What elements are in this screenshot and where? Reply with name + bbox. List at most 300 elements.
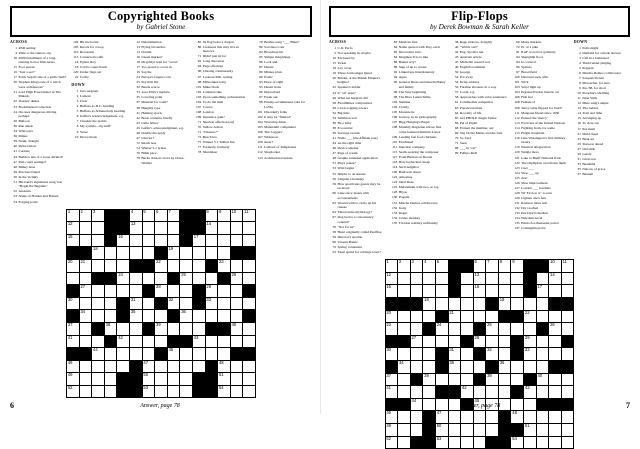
grid-cell[interactable] (385, 272, 398, 285)
grid-cell[interactable] (192, 322, 205, 335)
grid-cell[interactable] (524, 436, 537, 449)
grid-cell[interactable] (385, 423, 398, 436)
grid-cell[interactable] (218, 360, 231, 373)
grid-cell[interactable] (192, 247, 205, 260)
grid-cell[interactable] (549, 348, 562, 361)
grid-cell[interactable] (79, 234, 92, 247)
grid-cell[interactable] (524, 386, 537, 399)
grid-cell[interactable] (79, 297, 92, 310)
grid-cell[interactable] (536, 297, 549, 310)
grid-cell[interactable] (117, 322, 130, 335)
grid-cell[interactable] (398, 285, 411, 298)
grid-cell[interactable] (155, 335, 168, 348)
grid-cell[interactable] (398, 436, 411, 449)
grid-cell[interactable] (448, 436, 461, 449)
grid-cell[interactable] (155, 272, 168, 285)
grid-cell[interactable] (79, 322, 92, 335)
grid-cell[interactable] (486, 411, 499, 424)
grid-cell[interactable] (205, 247, 218, 260)
grid-cell[interactable] (180, 297, 193, 310)
grid-cell[interactable] (104, 259, 117, 272)
grid-cell[interactable] (398, 386, 411, 399)
left-crossword-grid[interactable] (66, 209, 256, 399)
grid-cell[interactable] (192, 348, 205, 361)
grid-cell[interactable] (67, 322, 80, 335)
grid-cell[interactable] (511, 373, 524, 386)
grid-cell[interactable] (473, 272, 486, 285)
grid-cell[interactable] (205, 335, 218, 348)
grid-cell[interactable] (142, 222, 155, 235)
grid-cell[interactable] (79, 209, 92, 222)
grid-cell[interactable] (536, 310, 549, 323)
grid-cell[interactable] (473, 360, 486, 373)
grid-cell[interactable] (218, 234, 231, 247)
grid-cell[interactable] (230, 322, 243, 335)
grid-cell[interactable] (67, 222, 80, 235)
grid-cell[interactable] (205, 285, 218, 298)
grid-cell[interactable] (461, 323, 474, 336)
grid-cell[interactable] (104, 322, 117, 335)
grid-cell[interactable] (486, 260, 499, 273)
grid-cell[interactable] (67, 335, 80, 348)
grid-cell[interactable] (180, 360, 193, 373)
grid-cell[interactable] (435, 323, 448, 336)
grid-cell[interactable] (524, 411, 537, 424)
grid-cell[interactable] (104, 247, 117, 260)
grid-cell[interactable] (79, 272, 92, 285)
grid-cell[interactable] (398, 348, 411, 361)
grid-cell[interactable] (218, 285, 231, 298)
grid-cell[interactable] (155, 285, 168, 298)
grid-cell[interactable] (142, 348, 155, 361)
grid-cell[interactable] (511, 323, 524, 336)
grid-cell[interactable] (461, 411, 474, 424)
grid-cell[interactable] (155, 209, 168, 222)
grid-cell[interactable] (423, 272, 436, 285)
grid-cell[interactable] (549, 373, 562, 386)
grid-cell[interactable] (92, 373, 105, 386)
grid-cell[interactable] (117, 285, 130, 298)
grid-cell[interactable] (205, 234, 218, 247)
grid-cell[interactable] (524, 335, 537, 348)
grid-cell[interactable] (410, 310, 423, 323)
grid-cell[interactable] (461, 360, 474, 373)
grid-cell[interactable] (435, 423, 448, 436)
grid-cell[interactable] (117, 259, 130, 272)
grid-cell[interactable] (423, 373, 436, 386)
grid-cell[interactable] (230, 222, 243, 235)
grid-cell[interactable] (536, 423, 549, 436)
grid-cell[interactable] (448, 310, 461, 323)
grid-cell[interactable] (498, 260, 511, 273)
grid-cell[interactable] (130, 335, 143, 348)
grid-cell[interactable] (243, 322, 256, 335)
grid-cell[interactable] (536, 335, 549, 348)
grid-cell[interactable] (117, 335, 130, 348)
grid-cell[interactable] (511, 285, 524, 298)
grid-cell[interactable] (243, 222, 256, 235)
grid-cell[interactable] (498, 285, 511, 298)
grid-cell[interactable] (486, 386, 499, 399)
grid-cell[interactable] (473, 285, 486, 298)
grid-cell[interactable] (423, 310, 436, 323)
grid-cell[interactable] (92, 335, 105, 348)
grid-cell[interactable] (243, 360, 256, 373)
grid-cell[interactable] (511, 297, 524, 310)
grid-cell[interactable] (192, 310, 205, 323)
grid-cell[interactable] (142, 234, 155, 247)
grid-cell[interactable] (205, 222, 218, 235)
grid-cell[interactable] (192, 259, 205, 272)
grid-cell[interactable] (511, 436, 524, 449)
grid-cell[interactable] (435, 260, 448, 273)
grid-cell[interactable] (67, 373, 80, 386)
grid-cell[interactable] (92, 297, 105, 310)
grid-cell[interactable] (410, 348, 423, 361)
grid-cell[interactable] (385, 310, 398, 323)
grid-cell[interactable] (79, 310, 92, 323)
grid-cell[interactable] (218, 209, 231, 222)
grid-cell[interactable] (561, 423, 574, 436)
grid-cell[interactable] (192, 335, 205, 348)
grid-cell[interactable] (142, 209, 155, 222)
grid-cell[interactable] (549, 386, 562, 399)
grid-cell[interactable] (205, 348, 218, 361)
grid-cell[interactable] (461, 423, 474, 436)
grid-cell[interactable] (398, 411, 411, 424)
grid-cell[interactable] (155, 310, 168, 323)
grid-cell[interactable] (205, 297, 218, 310)
grid-cell[interactable] (130, 310, 143, 323)
grid-cell[interactable] (218, 222, 231, 235)
grid-cell[interactable] (385, 285, 398, 298)
grid-cell[interactable] (92, 247, 105, 260)
grid-cell[interactable] (561, 386, 574, 399)
grid-cell[interactable] (486, 310, 499, 323)
grid-cell[interactable] (498, 323, 511, 336)
grid-cell[interactable] (473, 310, 486, 323)
grid-cell[interactable] (524, 348, 537, 361)
grid-cell[interactable] (130, 322, 143, 335)
grid-cell[interactable] (410, 272, 423, 285)
grid-cell[interactable] (218, 385, 231, 398)
grid-cell[interactable] (473, 335, 486, 348)
grid-cell[interactable] (536, 272, 549, 285)
grid-cell[interactable] (167, 360, 180, 373)
grid-cell[interactable] (218, 247, 231, 260)
grid-cell[interactable] (561, 310, 574, 323)
grid-cell[interactable] (511, 360, 524, 373)
grid-cell[interactable] (142, 385, 155, 398)
grid-cell[interactable] (230, 234, 243, 247)
grid-cell[interactable] (473, 386, 486, 399)
grid-cell[interactable] (435, 373, 448, 386)
grid-cell[interactable] (167, 259, 180, 272)
grid-cell[interactable] (230, 373, 243, 386)
grid-cell[interactable] (561, 285, 574, 298)
grid-cell[interactable] (423, 297, 436, 310)
grid-cell[interactable] (385, 348, 398, 361)
grid-cell[interactable] (549, 423, 562, 436)
grid-cell[interactable] (155, 385, 168, 398)
grid-cell[interactable] (67, 259, 80, 272)
grid-cell[interactable] (67, 297, 80, 310)
grid-cell[interactable] (536, 386, 549, 399)
grid-cell[interactable] (435, 411, 448, 424)
grid-cell[interactable] (92, 285, 105, 298)
grid-cell[interactable] (448, 411, 461, 424)
grid-cell[interactable] (142, 247, 155, 260)
grid-cell[interactable] (448, 373, 461, 386)
grid-cell[interactable] (104, 285, 117, 298)
grid-cell[interactable] (423, 386, 436, 399)
grid-cell[interactable] (461, 272, 474, 285)
grid-cell[interactable] (498, 373, 511, 386)
grid-cell[interactable] (410, 335, 423, 348)
grid-cell[interactable] (167, 348, 180, 361)
grid-cell[interactable] (435, 272, 448, 285)
grid-cell[interactable] (486, 423, 499, 436)
grid-cell[interactable] (230, 285, 243, 298)
grid-cell[interactable] (385, 323, 398, 336)
grid-cell[interactable] (92, 360, 105, 373)
grid-cell[interactable] (561, 373, 574, 386)
grid-cell[interactable] (486, 272, 499, 285)
grid-cell[interactable] (448, 360, 461, 373)
grid-cell[interactable] (473, 436, 486, 449)
grid-cell[interactable] (423, 335, 436, 348)
grid-cell[interactable] (67, 360, 80, 373)
grid-cell[interactable] (498, 272, 511, 285)
grid-cell[interactable] (180, 285, 193, 298)
grid-cell[interactable] (486, 285, 499, 298)
grid-cell[interactable] (192, 272, 205, 285)
grid-cell[interactable] (561, 348, 574, 361)
grid-cell[interactable] (155, 322, 168, 335)
grid-cell[interactable] (218, 373, 231, 386)
grid-cell[interactable] (205, 272, 218, 285)
grid-cell[interactable] (180, 310, 193, 323)
grid-cell[interactable] (410, 386, 423, 399)
grid-cell[interactable] (473, 260, 486, 273)
grid-cell[interactable] (104, 348, 117, 361)
grid-cell[interactable] (92, 234, 105, 247)
grid-cell[interactable] (130, 285, 143, 298)
grid-cell[interactable] (155, 222, 168, 235)
grid-cell[interactable] (104, 297, 117, 310)
grid-cell[interactable] (461, 373, 474, 386)
grid-cell[interactable] (104, 310, 117, 323)
grid-cell[interactable] (130, 234, 143, 247)
grid-cell[interactable] (524, 423, 537, 436)
grid-cell[interactable] (155, 259, 168, 272)
grid-cell[interactable] (243, 385, 256, 398)
grid-cell[interactable] (473, 423, 486, 436)
grid-cell[interactable] (536, 373, 549, 386)
grid-cell[interactable] (536, 411, 549, 424)
grid-cell[interactable] (398, 323, 411, 336)
grid-cell[interactable] (92, 209, 105, 222)
grid-cell[interactable] (410, 260, 423, 273)
grid-cell[interactable] (180, 259, 193, 272)
grid-cell[interactable] (117, 234, 130, 247)
grid-cell[interactable] (398, 272, 411, 285)
grid-cell[interactable] (117, 360, 130, 373)
grid-cell[interactable] (473, 297, 486, 310)
grid-cell[interactable] (92, 222, 105, 235)
grid-cell[interactable] (461, 297, 474, 310)
grid-cell[interactable] (448, 423, 461, 436)
grid-cell[interactable] (498, 335, 511, 348)
grid-cell[interactable] (410, 423, 423, 436)
grid-cell[interactable] (511, 411, 524, 424)
grid-cell[interactable] (79, 385, 92, 398)
grid-cell[interactable] (423, 285, 436, 298)
grid-cell[interactable] (410, 411, 423, 424)
grid-cell[interactable] (498, 360, 511, 373)
grid-cell[interactable] (243, 272, 256, 285)
grid-cell[interactable] (524, 310, 537, 323)
grid-cell[interactable] (167, 285, 180, 298)
grid-cell[interactable] (243, 297, 256, 310)
grid-cell[interactable] (104, 385, 117, 398)
grid-cell[interactable] (230, 360, 243, 373)
grid-cell[interactable] (536, 436, 549, 449)
grid-cell[interactable] (205, 310, 218, 323)
grid-cell[interactable] (180, 272, 193, 285)
grid-cell[interactable] (142, 297, 155, 310)
grid-cell[interactable] (561, 411, 574, 424)
grid-cell[interactable] (448, 323, 461, 336)
grid-cell[interactable] (243, 259, 256, 272)
grid-cell[interactable] (385, 260, 398, 273)
grid-cell[interactable] (486, 348, 499, 361)
grid-cell[interactable] (167, 234, 180, 247)
grid-cell[interactable] (398, 423, 411, 436)
grid-cell[interactable] (524, 323, 537, 336)
grid-cell[interactable] (142, 272, 155, 285)
grid-cell[interactable] (79, 259, 92, 272)
grid-cell[interactable] (230, 272, 243, 285)
grid-cell[interactable] (561, 323, 574, 336)
grid-cell[interactable] (167, 297, 180, 310)
grid-cell[interactable] (435, 436, 448, 449)
grid-cell[interactable] (435, 285, 448, 298)
grid-cell[interactable] (104, 373, 117, 386)
grid-cell[interactable] (549, 335, 562, 348)
grid-cell[interactable] (511, 260, 524, 273)
grid-cell[interactable] (498, 297, 511, 310)
grid-cell[interactable] (218, 259, 231, 272)
grid-cell[interactable] (461, 310, 474, 323)
grid-cell[interactable] (180, 247, 193, 260)
grid-cell[interactable] (130, 247, 143, 260)
grid-cell[interactable] (79, 373, 92, 386)
grid-cell[interactable] (192, 234, 205, 247)
grid-cell[interactable] (92, 385, 105, 398)
grid-cell[interactable] (205, 209, 218, 222)
grid-cell[interactable] (130, 208, 146, 222)
grid-cell[interactable] (385, 411, 398, 424)
grid-cell[interactable] (511, 272, 524, 285)
grid-cell[interactable] (448, 335, 461, 348)
grid-cell[interactable] (536, 360, 549, 373)
grid-cell[interactable] (79, 222, 92, 235)
grid-cell[interactable] (549, 436, 562, 449)
grid-cell[interactable] (92, 348, 105, 361)
grid-cell[interactable] (385, 386, 398, 399)
grid-cell[interactable] (398, 260, 411, 273)
grid-cell[interactable] (180, 348, 193, 361)
grid-cell[interactable] (67, 272, 80, 285)
grid-cell[interactable] (243, 335, 256, 348)
grid-cell[interactable] (549, 272, 562, 285)
grid-cell[interactable] (167, 322, 180, 335)
grid-cell[interactable] (79, 335, 92, 348)
grid-cell[interactable] (130, 297, 143, 310)
grid-cell[interactable] (79, 285, 92, 298)
grid-cell[interactable] (92, 259, 105, 272)
grid-cell[interactable] (218, 297, 231, 310)
grid-cell[interactable] (167, 209, 180, 222)
grid-cell[interactable] (92, 310, 105, 323)
grid-cell[interactable] (230, 310, 243, 323)
grid-cell[interactable] (561, 272, 574, 285)
grid-cell[interactable] (117, 247, 130, 260)
grid-cell[interactable] (410, 323, 423, 336)
grid-cell[interactable] (410, 360, 423, 373)
grid-cell[interactable] (435, 297, 448, 310)
grid-cell[interactable] (67, 234, 80, 247)
grid-cell[interactable] (167, 222, 180, 235)
grid-cell[interactable] (218, 310, 231, 323)
grid-cell[interactable] (549, 285, 562, 298)
grid-cell[interactable] (180, 322, 193, 335)
grid-cell[interactable] (230, 259, 243, 272)
grid-cell[interactable] (104, 360, 117, 373)
grid-cell[interactable] (167, 385, 180, 398)
grid-cell[interactable] (398, 373, 411, 386)
grid-cell[interactable] (385, 373, 398, 386)
grid-cell[interactable] (218, 348, 231, 361)
grid-cell[interactable] (561, 260, 574, 273)
grid-cell[interactable] (230, 335, 243, 348)
grid-cell[interactable] (423, 348, 436, 361)
grid-cell[interactable] (155, 373, 168, 386)
grid-cell[interactable] (398, 360, 411, 373)
grid-cell[interactable] (243, 373, 256, 386)
grid-cell[interactable] (461, 348, 474, 361)
grid-cell[interactable] (155, 360, 168, 373)
grid-cell[interactable] (167, 373, 180, 386)
grid-cell[interactable] (435, 335, 448, 348)
grid-cell[interactable] (385, 436, 398, 449)
grid-cell[interactable] (180, 385, 193, 398)
grid-cell[interactable] (486, 323, 499, 336)
grid-cell[interactable] (549, 323, 562, 336)
grid-cell[interactable] (142, 335, 155, 348)
grid-cell[interactable] (461, 436, 474, 449)
grid-cell[interactable] (423, 360, 436, 373)
grid-cell[interactable] (549, 411, 562, 424)
grid-cell[interactable] (67, 208, 83, 222)
grid-cell[interactable] (130, 272, 143, 285)
grid-cell[interactable] (536, 348, 549, 361)
grid-cell[interactable] (524, 360, 537, 373)
grid-cell[interactable] (549, 260, 562, 273)
grid-cell[interactable] (486, 373, 499, 386)
grid-cell[interactable] (243, 234, 256, 247)
